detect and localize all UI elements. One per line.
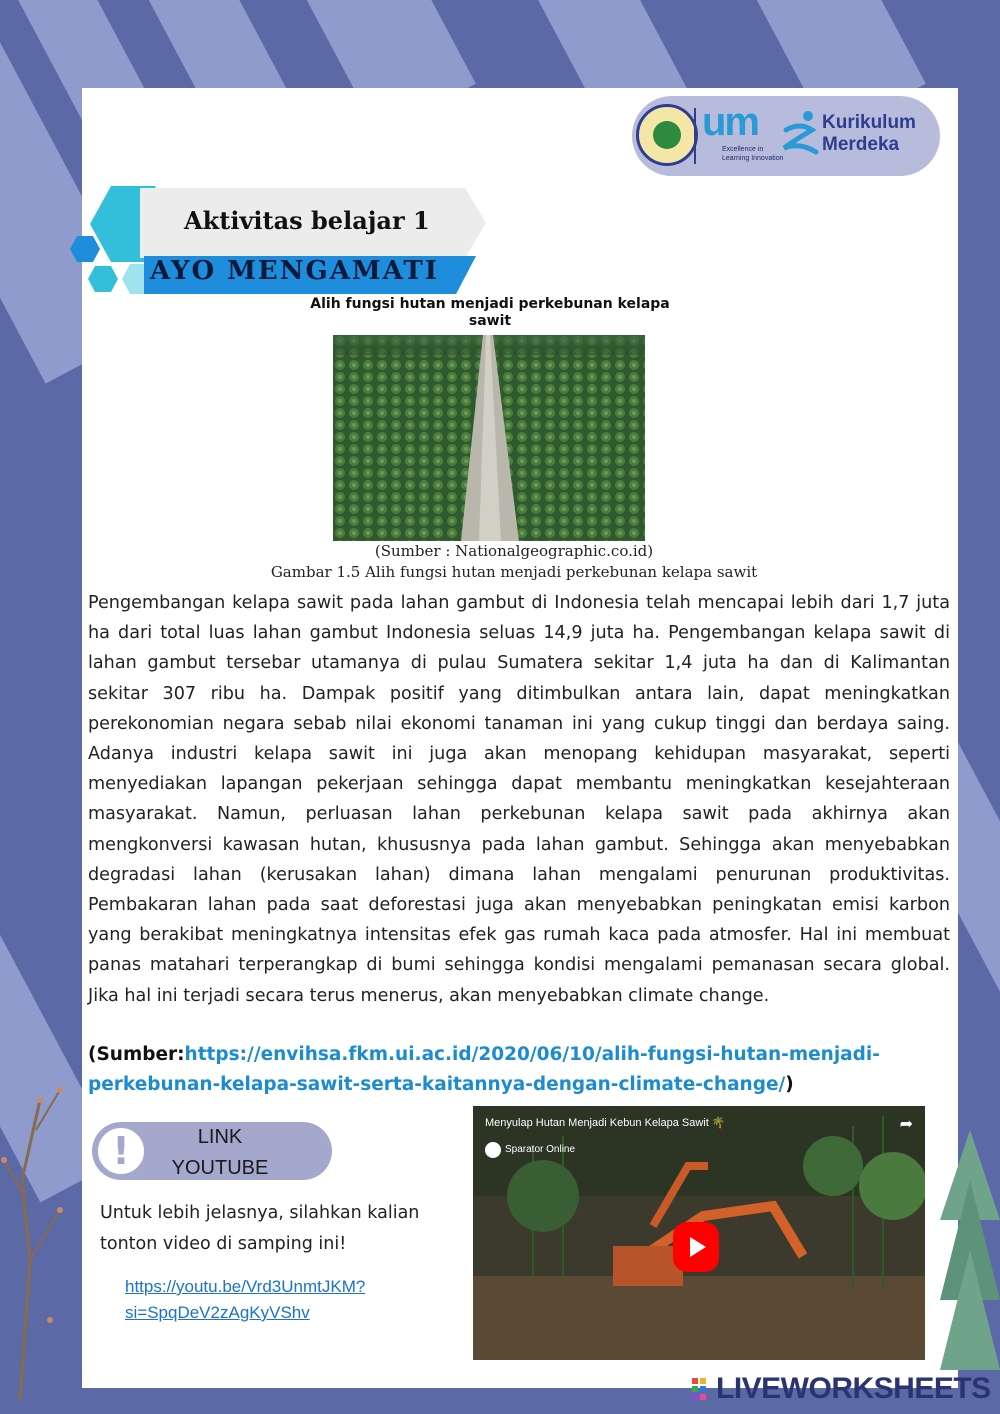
youtube-link[interactable]: https://youtu.be/Vrd3UnmtJKM?si=SpqDeV2zAgKyVShv	[125, 1277, 366, 1322]
liveworksheets-watermark: LIVEWORKSHEETS	[716, 1372, 991, 1405]
kurikulum-merdeka-icon	[780, 108, 820, 164]
activity-subtitle: AYO MENGAMATI	[150, 256, 439, 286]
video-hint-text: Untuk lebih jelasnya, silahkan kalian tonton video di samping ini!	[100, 1203, 420, 1254]
source-link[interactable]: https://envihsa.fkm.ui.ac.id/2020/06/10/alih-fungsi-hutan-menjadi-perkebunan-kelapa-sawit-serta-kaitannya-dengan-climate-change/	[88, 1044, 880, 1095]
source-suffix: )	[785, 1074, 794, 1095]
video-channel: Sparator Online	[505, 1144, 576, 1155]
kurikulum-label: Kurikulum	[822, 112, 916, 133]
logo-divider	[694, 108, 696, 164]
liveworksheets-logo-icon	[692, 1378, 714, 1402]
hexagon-decoration	[70, 236, 100, 262]
palm-plantation-photo	[333, 335, 645, 541]
tree-branch-illustration	[0, 1060, 90, 1400]
figure-caption: Gambar 1.5 Alih fungsi hutan menjadi perkebunan kelapa sawit	[270, 563, 758, 581]
figure-title: Alih fungsi hutan menjadi perkebunan kelapa sawit	[310, 296, 670, 329]
hexagon-decoration	[88, 266, 118, 292]
main-paragraph: Pengembangan kelapa sawit pada lahan gambut di Indonesia telah mencapai lebih dari 1,7 juta ha dari total luas lahan gambut Indonesia seluas 14,9 juta ha. Pengembangan kelapa sawit di lahan gambut tersebar utamanya di pulau Sumatera sekitar 1,4 juta ha dan di Kalimantan sekitar 307 ribu ha. Dampak positif yang ditimbulkan antara lain, dapat meningkatkan perekonomian negara sebab nilai ekonomi tanaman ini yang cukup tinggi dan berdaya saing. Adanya industri kelapa sawit ini juga akan menopang kehidupan masyarakat, seperti menyediakan lapangan pekerjaan sehingga dapat membantu meningkatkan kesejahteraan masyarakat. Namun, perluasan lahan perkebunan kelapa sawit pada akhirnya akan mengkonversi kawasan hutan, khususnya pada lahan gambut. Sehingga akan menyebabkan degradasi lahan (kerusakan lahan) dimana lahan mengalami penurunan produktivitas. Pembakaran lahan pada saat deforestasi juga akan menyebabkan peningkatan emisi karbon yang berakibat meningkatnya intensitas efek gas rumah kaca pada atmosfer. Hal ini membuat panas matahari terperangkap di bumi sehingga kondisi mengalami pemanasan secara global. Jika hal ini terjadi secara terus menerus, akan menyebabkan climate change.	[88, 593, 950, 1006]
kurikulum-merdeka-logo	[822, 112, 916, 156]
um-logo: um	[702, 100, 758, 144]
university-seal-icon	[636, 104, 698, 166]
share-icon[interactable]: ➦	[899, 1114, 913, 1133]
source-citation	[88, 1040, 958, 1100]
video-title: Menyulap Hutan Menjadi Kebun Kelapa Sawit 🌴	[485, 1117, 726, 1129]
channel-avatar-icon	[485, 1142, 501, 1158]
pine-tree-illustration	[940, 1130, 1000, 1380]
exclamation-icon: !	[95, 1125, 147, 1177]
um-tagline: Excellence in Learning Innovation	[722, 146, 784, 162]
activity-title: Aktivitas belajar 1	[184, 206, 430, 235]
play-button-icon[interactable]	[673, 1222, 719, 1272]
source-prefix: (Sumber:	[88, 1044, 185, 1065]
link-youtube-label: LINK YOUTUBE	[171, 1126, 269, 1179]
merdeka-label: Merdeka	[822, 134, 900, 155]
figure-source: (Sumber : Nationalgeographic.co.id)	[374, 542, 654, 560]
youtube-video-embed[interactable]	[473, 1106, 925, 1360]
